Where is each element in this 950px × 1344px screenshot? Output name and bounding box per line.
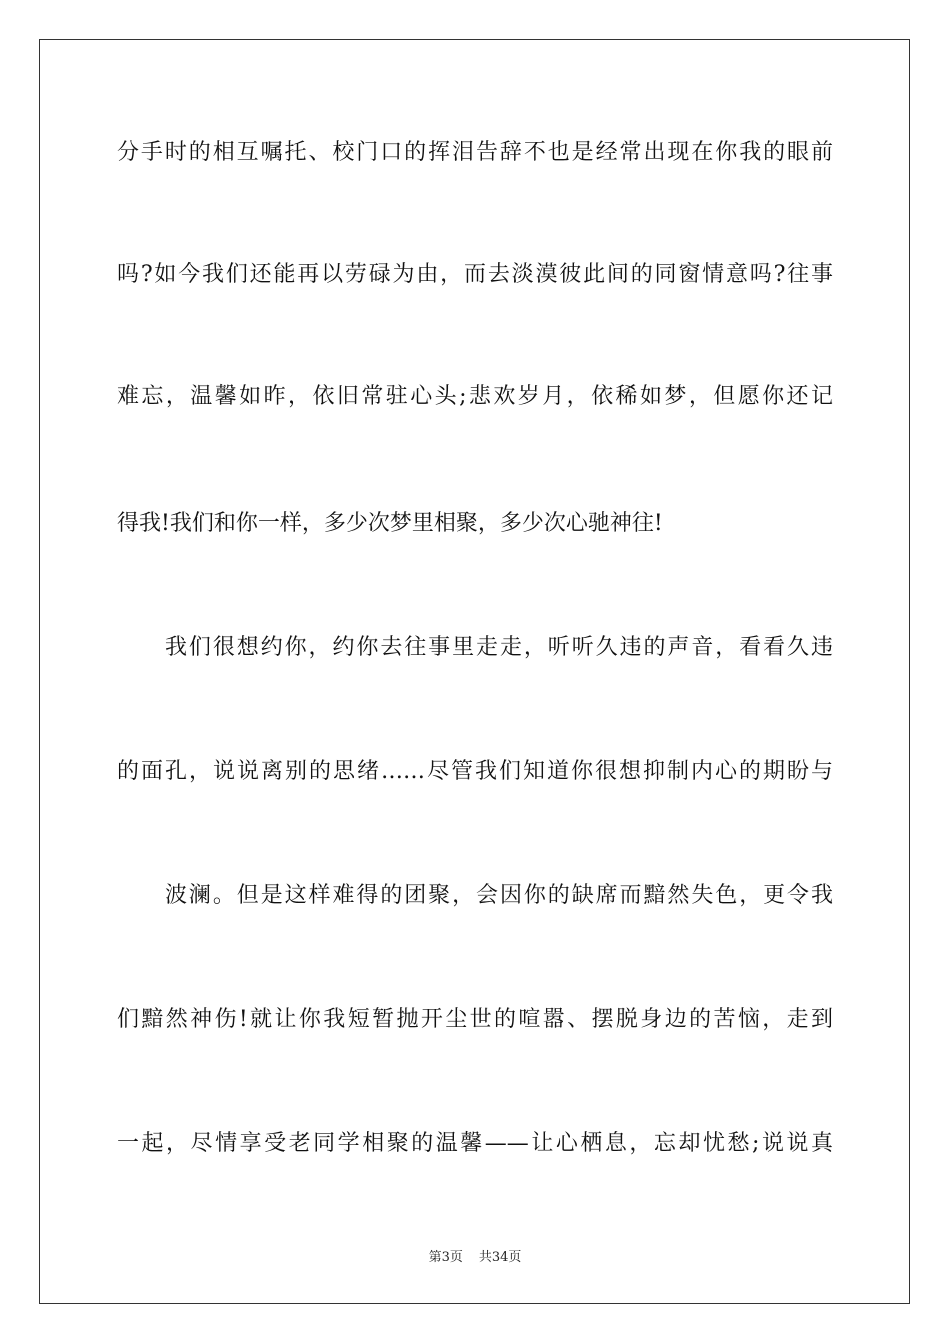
body-text-line-7: 波澜。但是这样难得的团聚，会因你的缺席而黯然失色，更令我	[165, 883, 833, 908]
body-text-line-1: 分手时的相互嘱托、校门口的挥泪告辞不也是经常出现在你我的眼前	[117, 140, 833, 165]
body-text-line-8: 们黯然神伤!就让你我短暂抛开尘世的喧嚣、摆脱身边的苦恼，走到	[117, 1007, 833, 1032]
body-text-line-9: 一起，尽情享受老同学相聚的温馨——让心栖息，忘却忧愁;说说真	[117, 1131, 833, 1156]
page-border	[39, 39, 910, 1304]
body-text-line-6: 的面孔，说说离别的思绪……尽管我们知道你很想抑制内心的期盼与	[117, 759, 833, 784]
body-text-line-4: 得我!我们和你一样，多少次梦里相聚，多少次心驰神往!	[117, 511, 663, 536]
page-footer	[0, 1249, 950, 1267]
body-text-line-3: 难忘，温馨如昨，依旧常驻心头;悲欢岁月，依稀如梦，但愿你还记	[117, 384, 833, 409]
body-text-line-2: 吗?如今我们还能再以劳碌为由，而去淡漠彼此间的同窗情意吗?往事	[117, 262, 833, 287]
page-number: 第3页	[428, 1250, 463, 1265]
total-pages: 共34页	[478, 1250, 522, 1265]
body-text-line-5: 我们很想约你，约你去往事里走走，听听久违的声音，看看久违	[165, 635, 833, 660]
